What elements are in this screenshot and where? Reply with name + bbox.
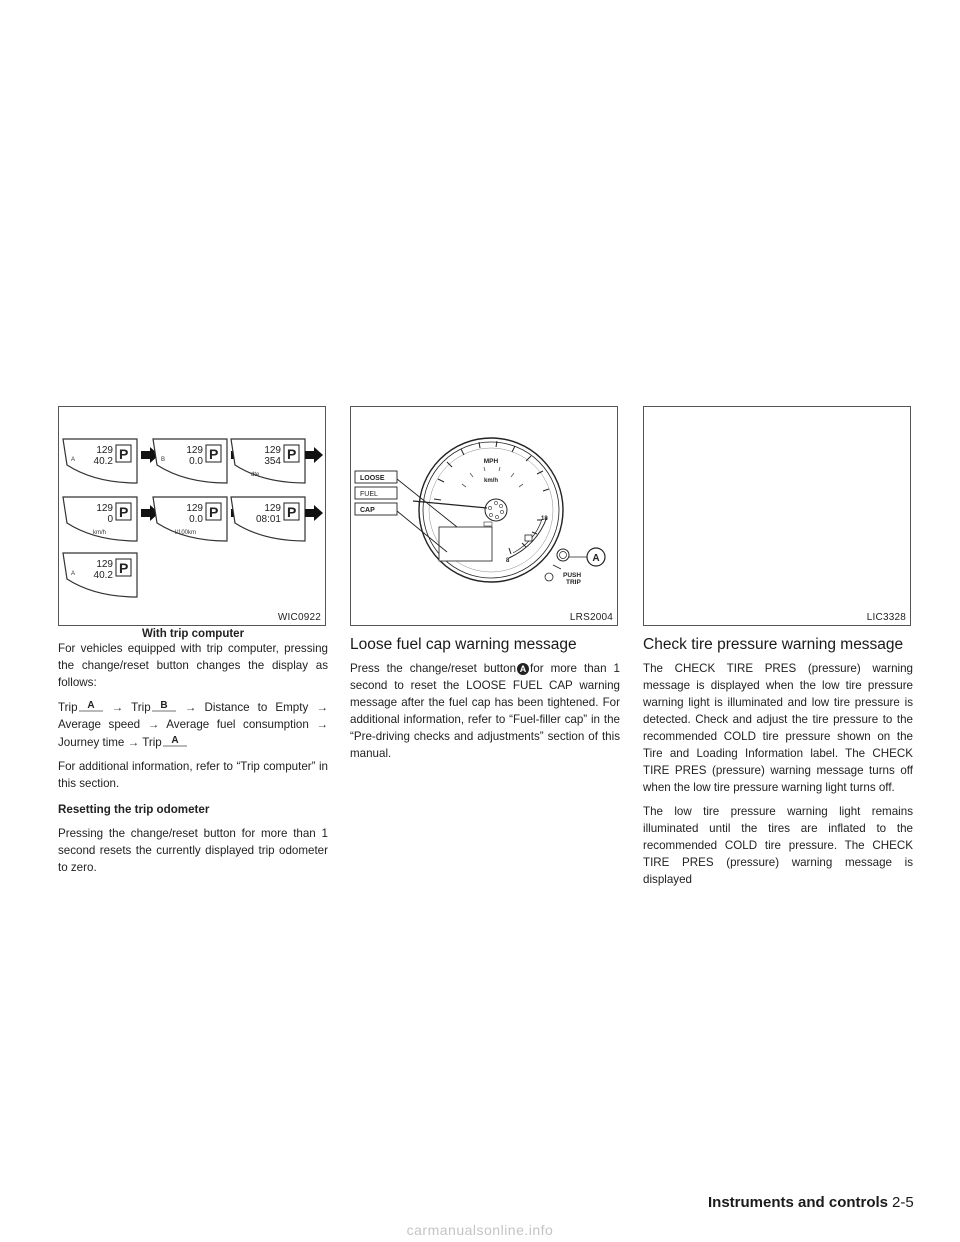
callout-a-badge: A (517, 663, 529, 675)
display-top: 129 (264, 445, 281, 456)
display-p-glyph: P (119, 504, 129, 520)
display-trip-a-return (63, 553, 137, 597)
seq-journey: Journey time (58, 736, 125, 749)
subheading-reset: Resetting the trip odometer (58, 803, 210, 816)
display-top: 129 (186, 503, 203, 514)
section-title-loose-fuel-cap: Loose fuel cap warning message (350, 636, 577, 653)
display-p-glyph: P (119, 560, 129, 576)
display-p-glyph: P (209, 446, 219, 462)
seq-arrow: → (111, 701, 124, 714)
tire-pressure-paragraph-2: The low tire pressure warning light remains illuminated until the tires are inflated to the recommended COLD tire pressure. The CHECK TIRE PRES (pressure) warning message is displayed (643, 805, 913, 886)
display-top: 129 (96, 503, 113, 514)
display-badge: A (71, 571, 76, 577)
callout-a-label: A (592, 553, 600, 564)
display-dte (231, 439, 305, 483)
display-trip-b (153, 439, 227, 483)
loose-fuel-cap-figure (350, 406, 618, 626)
seq-dte: Distance to Empty (204, 701, 309, 714)
trip-b-symbol (152, 698, 176, 712)
reference-paragraph: For additional information, refer to “Trip computer” in this section. (58, 760, 328, 790)
display-bottom: 354 (264, 456, 281, 467)
lamp-fuel-label: FUEL (360, 491, 378, 498)
lamp-cap-label: CAP (360, 507, 375, 514)
seq-arrow: → (147, 718, 160, 731)
display-bottom: 08:01 (255, 514, 281, 525)
trip-a-symbol (163, 733, 187, 747)
tire-pressure-paragraph-1: The CHECK TIRE PRES (pressure) warning message is displayed when the low tire pressure warning light is illuminated and low tire pressure is detected. Check and adjust the tire pressure to the recommended COLD tire pressure shown on the Tire and Loading Information label. The CHECK TIRE PRES (pressure) warning message turns off when the low tire pressure warning light turns off. (643, 662, 913, 794)
trip-a-letter: A (86, 700, 95, 711)
seq-trip: Trip (131, 701, 151, 714)
display-p-glyph: P (209, 504, 219, 520)
kmh-label: km/h (483, 478, 499, 484)
figure-code: LIC3328 (866, 612, 906, 623)
column-trip-computer (58, 406, 328, 883)
trip-b-letter: B (160, 700, 168, 711)
display-badge: B (161, 457, 166, 463)
mph-label: MPH (483, 458, 499, 465)
column-loose-fuel-cap (350, 406, 620, 769)
intro-paragraph: For vehicles equipped with trip computer, pressing the change/reset button changes the display as follows: (58, 642, 328, 689)
reset-paragraph: Pressing the change/reset button for more than 1 second resets the currently displayed trip odometer to zero. (58, 827, 328, 874)
display-trip-a (63, 439, 137, 483)
gauge-high-label: 18 (541, 516, 548, 522)
display-top: 129 (186, 445, 203, 456)
tire-pressure-figure (643, 406, 911, 626)
display-bottom: 0 (107, 514, 113, 525)
gauge-low-label: 8 (506, 558, 510, 564)
watermark: carmanualsonline.info (406, 1222, 554, 1238)
display-unit: l/100km (175, 530, 197, 536)
seq-trip: Trip (58, 701, 78, 714)
body-pre: Press the change/reset button (350, 662, 517, 675)
display-journey-time (231, 497, 305, 541)
section-title-tire-pressure: Check tire pressure warning message (643, 636, 904, 653)
seq-avg-fuel: Average fuel consumption (166, 718, 309, 731)
display-p-glyph: P (119, 446, 129, 462)
display-top: 129 (96, 559, 113, 570)
seq-avg-speed: Average speed (58, 718, 141, 731)
page-footer (708, 1194, 953, 1211)
trip-a-symbol (79, 698, 103, 712)
page-number: 2-5 (892, 1194, 914, 1211)
display-avg-fuel (153, 497, 227, 541)
arrow-right-icon (305, 505, 323, 521)
display-bottom: 40.2 (93, 570, 113, 581)
display-top: 129 (264, 503, 281, 514)
lamp-loose-label: LOOSE (360, 475, 385, 482)
odometer-icon (545, 573, 553, 581)
trip-a-letter: A (171, 735, 179, 746)
footer-section-name: Instruments and controls (708, 1194, 889, 1211)
speedometer-diagram (351, 407, 617, 625)
arrow-right-icon (305, 447, 323, 463)
loose-fuel-cap-paragraph (350, 660, 620, 762)
trip-computer-figure (58, 406, 326, 626)
body-post: for more than 1 second to reset the LOOSE FUEL CAP warning message after the fuel cap has been tightened. For additional information, refer to “Fuel-filler cap” in the “Pre-driving checks and adjustments” section of this manual. (350, 662, 620, 760)
seq-arrow: → (316, 701, 328, 714)
seq-arrow: → (127, 736, 140, 749)
display-unit: km/h (93, 530, 107, 536)
figure-code: WIC0922 (277, 612, 321, 623)
column-check-tire-pressure (643, 406, 913, 895)
display-badge: A (71, 457, 76, 463)
display-p-glyph: P (287, 504, 297, 520)
figure-caption: With trip computer (141, 628, 245, 640)
display-unit: dte (251, 472, 260, 478)
sequence-paragraph (58, 698, 328, 751)
display-bottom: 0.0 (189, 456, 203, 467)
display-top: 129 (96, 445, 113, 456)
seq-trip: Trip (142, 736, 162, 749)
display-p-glyph: P (287, 446, 297, 462)
push-label: PUSH (563, 572, 582, 579)
seq-arrow: → (316, 718, 328, 731)
display-bottom: 0.0 (189, 514, 203, 525)
seq-arrow: → (184, 701, 197, 714)
display-avg-speed (63, 497, 137, 541)
figure-code: LRS2004 (569, 612, 613, 623)
display-bottom: 40.2 (93, 456, 113, 467)
fuel-pump-icon (525, 535, 532, 541)
trip-display-diagram (59, 407, 325, 625)
trip-label: TRIP (566, 579, 581, 586)
